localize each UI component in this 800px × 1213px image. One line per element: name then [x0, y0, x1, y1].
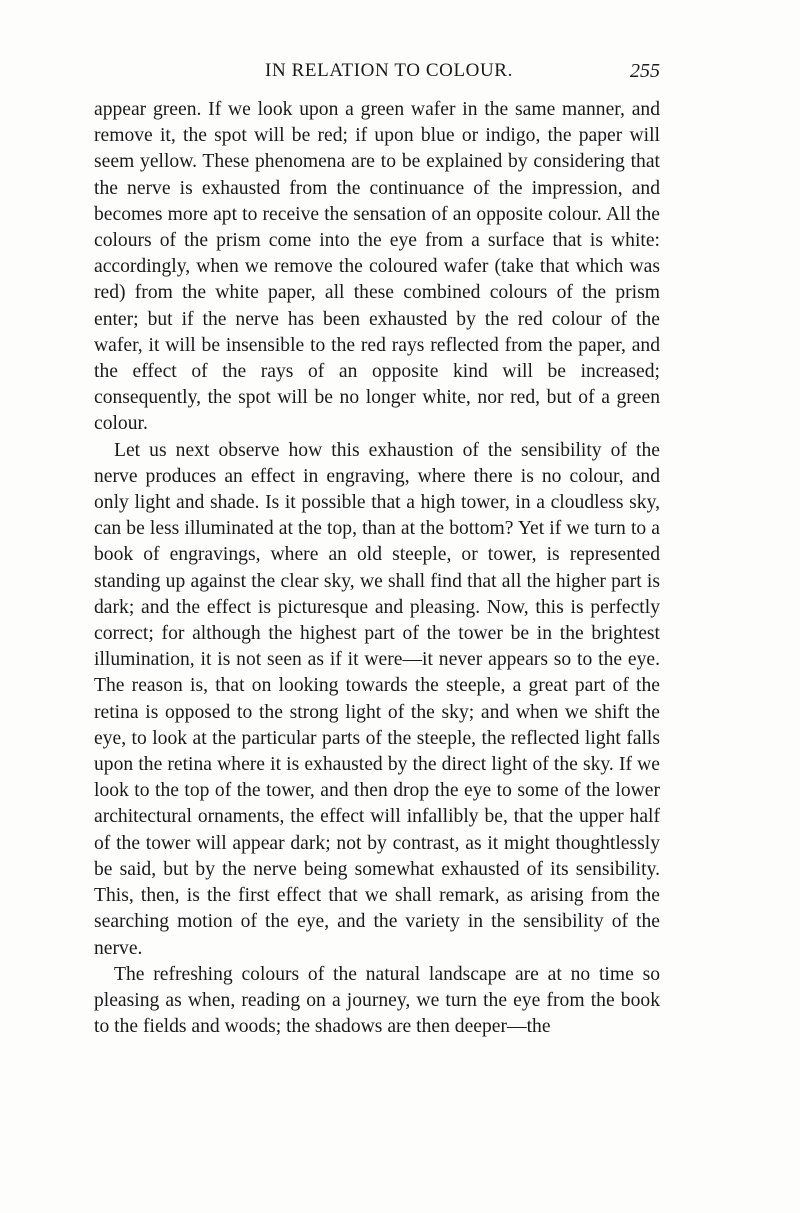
running-title: IN RELATION TO COLOUR.	[265, 60, 513, 81]
paragraph-engraving: Let us next observe how this exhaustion of the sensibility of the nerve produces an effect in engraving, where there is no colour, and only light and shade. Is it possible that a high tower, in a cloudless sky, can be less illuminated at the top, than at the bottom? Yet if we turn to a book of engravings, where an old steeple, or tower, is represented standing up against the clear sky, we shall find that all the higher part is dark; and the effect is picturesque and pleasing. Now, this is perfectly correct; for although the highest part of the tower be in the brightest illumination, it is not seen as if it were—it never appears so to the eye. The reason is, that on looking towards the steeple, a great part of the retina is opposed to the strong light of the sky; and when we shift the eye, to look at the particular parts of the steeple, the reflected light falls upon the retina where it is exhausted by the direct light of the sky. If we look to the top of the tower, and then drop the eye to some of the lower architectural ornaments, the effect will infallibly be, that the upper half of the tower will appear dark; not by contrast, as it might thoughtlessly be said, but by the nerve being somewhat exhausted of its sensibility. This, then, is the first effect that we shall remark, as arising from the searching motion of the eye, and the variety in the sensibility of the nerve.	[94, 439, 660, 959]
paragraph-landscape: The refreshing colours of the natural landscape are at no time so pleasing as when, reading on a journey, we turn the eye from the book to the fields and woods; the shadows are then deeper—the	[94, 963, 660, 1038]
paragraph-continued: appear green. If we look upon a green wafer in the same manner, and remove it, the spot will be red; if upon blue or indigo, the paper will seem yellow. These phenomena are to be explained by considering that the nerve is exhausted from the continuance of the impression, and becomes more apt to receive the sensation of an opposite colour. All the colours of the prism come into the eye from a surface that is white: accordingly, when we remove the coloured wafer (take that which was red) from the white paper, all these combined colours of the prism enter; but if the nerve has been exhausted by the red colour of the wafer, it will be insensible to the red rays reflected from the paper, and the effect of the rays of an opposite kind will be increased; consequently, the spot will be no longer white, nor red, but of a green colour.	[94, 99, 660, 435]
page-number: 255	[630, 60, 660, 82]
body-text	[94, 97, 660, 1040]
running-head	[94, 60, 660, 90]
